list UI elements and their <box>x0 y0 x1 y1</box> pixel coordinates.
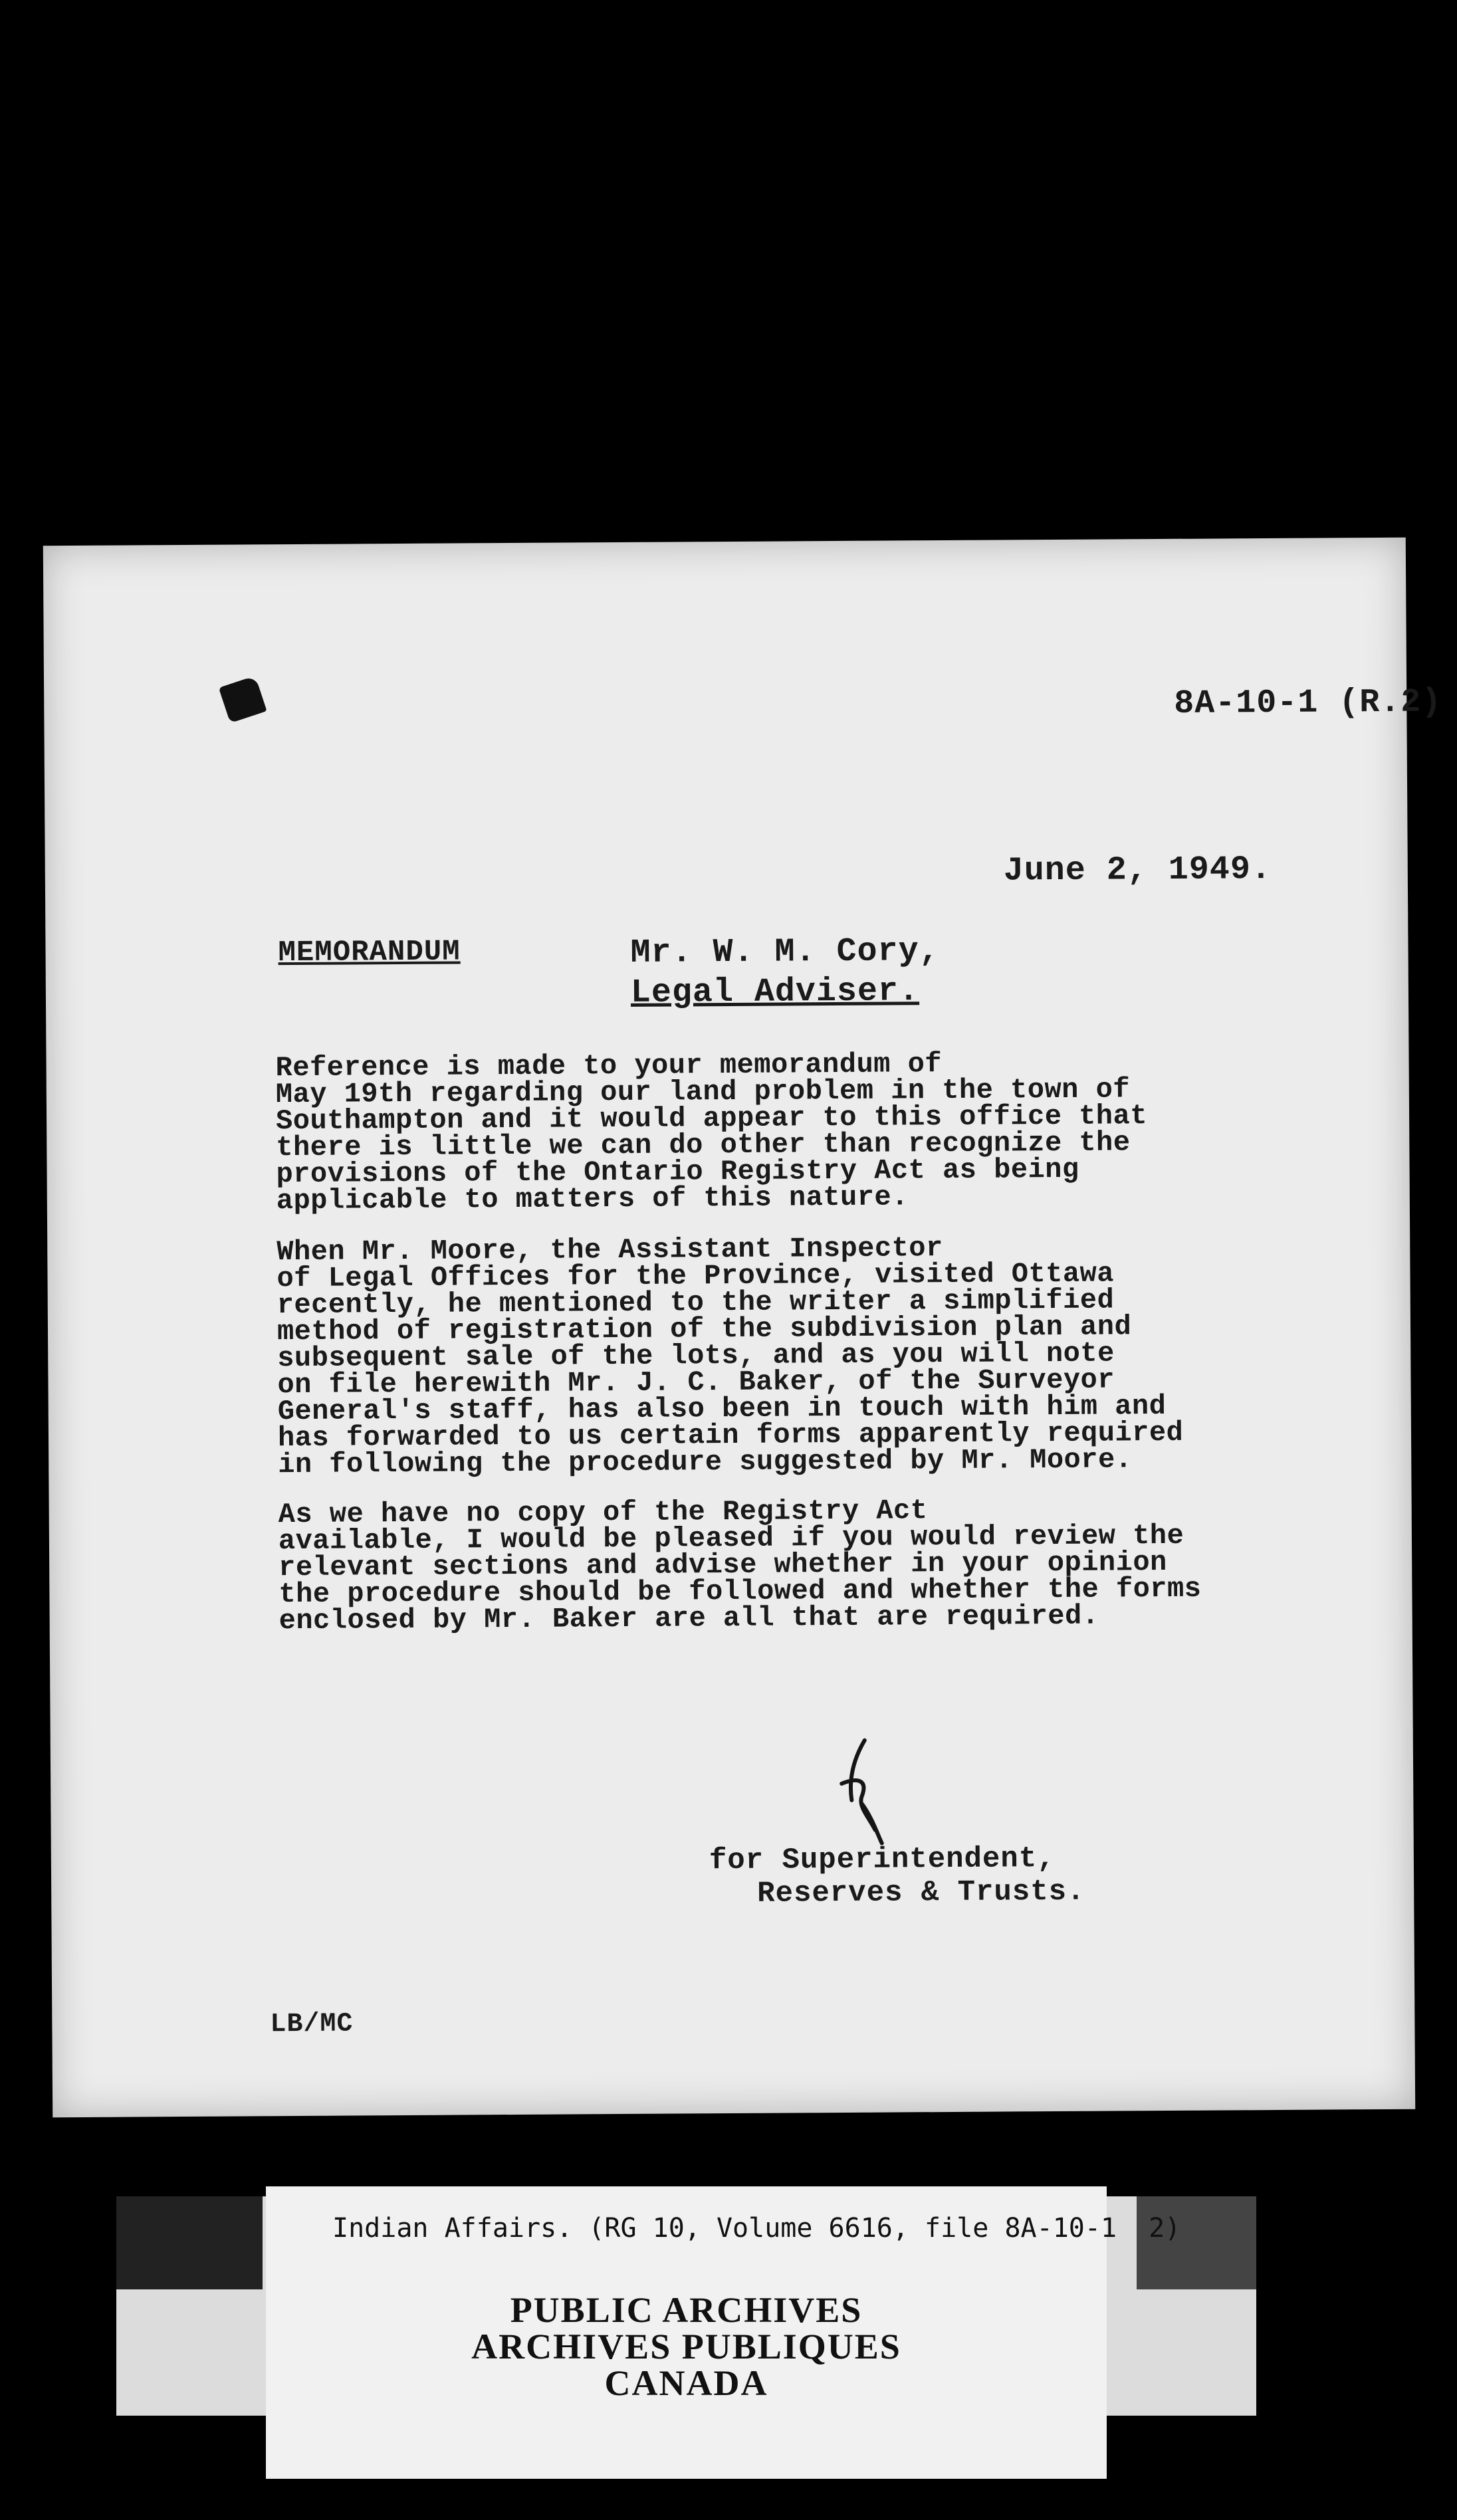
paragraph-3: As we have no copy of the Registry Act available, I would be pleased if you would review the relevant sections and advise whether in your opinion the procedure should be followed and whether the forms enclosed by Mr. Baker are all that are required. <box>278 1495 1202 1637</box>
typist-initials: LB/MC <box>270 2009 354 2040</box>
archive-name-en: PUBLIC ARCHIVES <box>510 2290 863 2330</box>
archive-country: CANADA <box>604 2363 768 2403</box>
ink-blot <box>219 676 267 723</box>
memo-date: June 2, 1949. <box>1003 851 1272 891</box>
archive-citation: Indian Affairs. (RG 10, Volume 6616, file 8A-10-1 2) <box>332 2213 1181 2244</box>
memo-heading: MEMORANDUM <box>278 935 461 970</box>
memorandum-page <box>43 538 1442 2117</box>
paragraph-2: When Mr. Moore, the Assistant Inspector of Legal Offices for the Province, visited Ottawa recently, he mentioned to the writer a simplified method of registration of the subdivision plan and subsequent sale of the lots, and as you will note on file herewith Mr. J. C. Baker, of the Surveyor General's staff, has also been in touch with him and has forwarded to us certain forms apparently required in following the procedure suggested by Mr. Moore. <box>277 1232 1184 1481</box>
signature-line-1: for Superintendent, <box>709 1842 1056 1878</box>
paragraph-1: Reference is made to your memorandum of May 19th regarding our land problem in the town of Southampton and it would appear to this office that there is little we can do other than recognize the provisions of the Ontario Registry Act as being applicable to matters of this nature. <box>275 1048 1148 1217</box>
recipient-title: Legal Adviser. <box>630 972 920 1012</box>
recipient-name: Mr. W. M. Cory, <box>630 932 940 972</box>
archive-tab-shadow-left <box>116 2196 263 2289</box>
file-reference: 8A-10-1 (R.2) <box>1174 683 1442 723</box>
signature-line-2: Reserves & Trusts. <box>757 1875 1085 1911</box>
handwritten-signature <box>828 1736 895 1850</box>
archive-name-fr: ARCHIVES PUBLIQUES <box>471 2327 901 2366</box>
